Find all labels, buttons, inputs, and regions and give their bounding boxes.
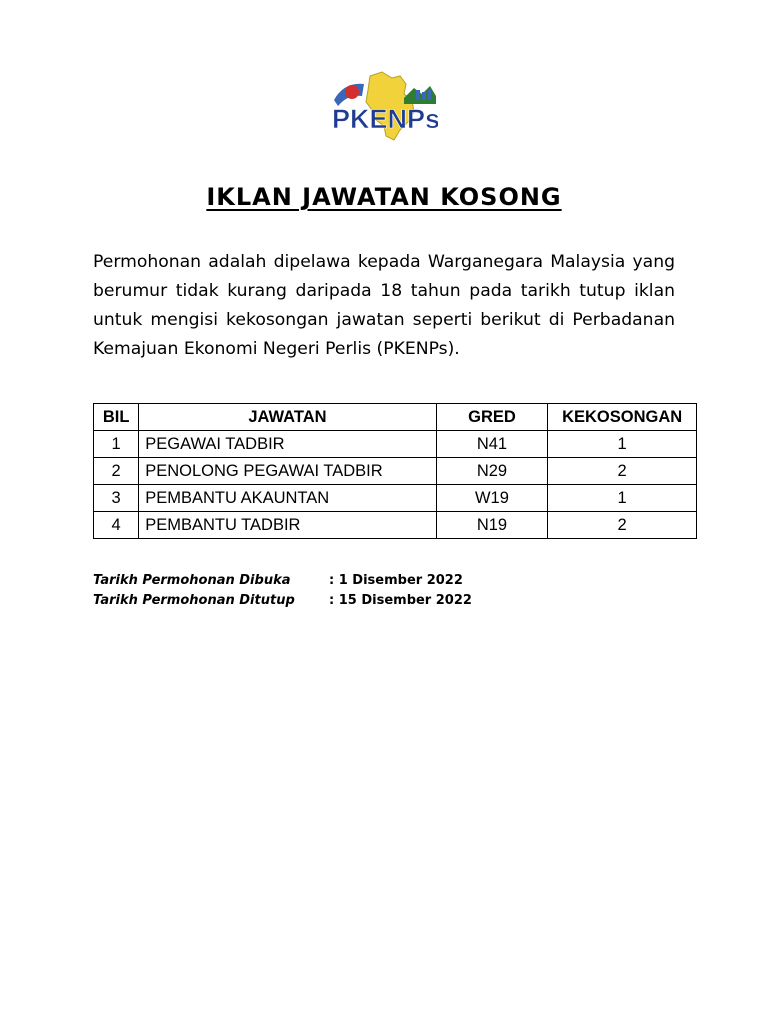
logo-wordmark: PKENPs bbox=[332, 104, 438, 134]
table-row bbox=[94, 512, 697, 539]
close-date-label: Tarikh Permohonan Ditutup bbox=[93, 593, 295, 608]
cell-gred: N41 bbox=[436, 431, 548, 458]
cell-bil: 3 bbox=[94, 485, 139, 512]
pkenps-logo bbox=[330, 70, 438, 142]
cell-kekosongan: 1 bbox=[548, 485, 697, 512]
vacancy-table bbox=[93, 403, 697, 539]
open-date-label: Tarikh Permohonan Dibuka bbox=[93, 573, 291, 588]
intro-paragraph: Permohonan adalah dipelawa kepada Warganegara Malaysia yang berumur tidak kurang daripada 18 tahun pada tarikh tutup iklan untuk mengisi kekosongan jawatan seperti berikut di Perbadanan Kemajuan Ekonomi Negeri Perlis (PKENPs). bbox=[93, 252, 675, 359]
table-header-row bbox=[94, 404, 697, 431]
table-row bbox=[94, 431, 697, 458]
pkenps-logo-graphic bbox=[330, 70, 438, 142]
cell-bil: 4 bbox=[94, 512, 139, 539]
open-date-row bbox=[93, 571, 472, 591]
cell-jawatan: PENOLONG PEGAWAI TADBIR bbox=[139, 458, 436, 485]
cell-kekosongan: 1 bbox=[548, 431, 697, 458]
cell-jawatan: PEMBANTU TADBIR bbox=[139, 512, 436, 539]
close-date-value: : 15 Disember 2022 bbox=[329, 593, 472, 608]
cell-bil: 2 bbox=[94, 458, 139, 485]
table-row bbox=[94, 458, 697, 485]
page-title bbox=[0, 183, 768, 211]
cell-gred: W19 bbox=[436, 485, 548, 512]
cell-kekosongan: 2 bbox=[548, 458, 697, 485]
cell-jawatan: PEMBANTU AKAUNTAN bbox=[139, 485, 436, 512]
page-title-text: IKLAN JAWATAN KOSONG bbox=[206, 183, 562, 211]
header-jawatan: JAWATAN bbox=[139, 404, 436, 431]
close-date-row bbox=[93, 591, 472, 611]
cell-gred: N29 bbox=[436, 458, 548, 485]
cell-bil: 1 bbox=[94, 431, 139, 458]
open-date-value: : 1 Disember 2022 bbox=[329, 573, 463, 588]
header-gred: GRED bbox=[436, 404, 548, 431]
application-dates bbox=[93, 571, 472, 611]
cell-jawatan: PEGAWAI TADBIR bbox=[139, 431, 436, 458]
cell-gred: N19 bbox=[436, 512, 548, 539]
table-row bbox=[94, 485, 697, 512]
header-bil: BIL bbox=[94, 404, 139, 431]
cell-kekosongan: 2 bbox=[548, 512, 697, 539]
header-kekosongan: KEKOSONGAN bbox=[548, 404, 697, 431]
